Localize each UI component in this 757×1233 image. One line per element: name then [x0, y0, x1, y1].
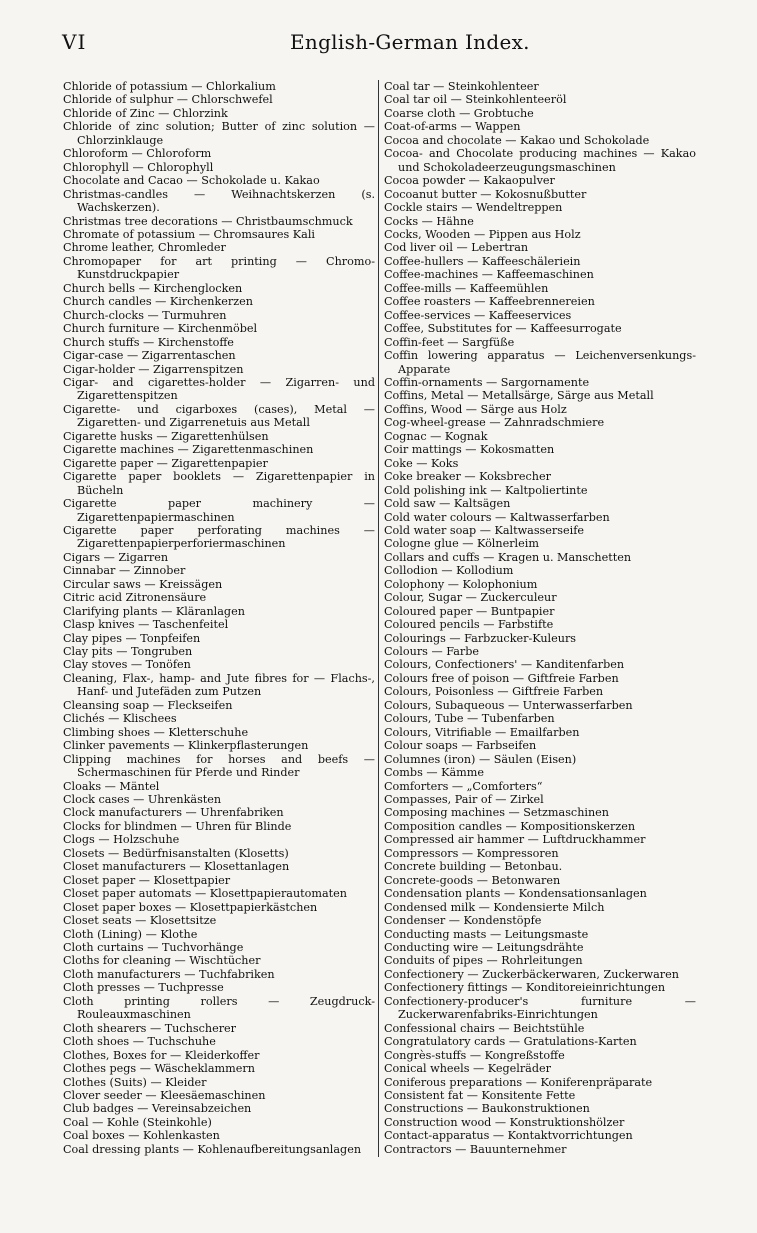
- index-entry: Colours — Farbe: [384, 645, 480, 659]
- index-entry: Coffee-machines — Kaffeemaschinen: [384, 268, 594, 282]
- index-entry: Chocolate and Cacao — Schokolade u. Kakao: [63, 174, 320, 188]
- index-entry: Citric acid Zitronensäure: [63, 591, 207, 605]
- index-entry: Chloride of potassium — Chlorkalium: [63, 80, 276, 93]
- index-entry: Cog-wheel-grease — Zahnradschmiere: [384, 416, 605, 430]
- index-entry: Confessional chairs — Beichtstühle: [384, 1021, 585, 1035]
- index-entry: Cognac — Kognak: [384, 429, 488, 443]
- index-entry: Clothes pegs — Wäscheklammern: [63, 1062, 255, 1076]
- index-entry: Chloroform — Chloroform: [63, 147, 212, 161]
- index-entry: Cocoa and chocolate — Kakao und Schokolade: [384, 133, 650, 147]
- index-entry: Conducting wire — Leitungsdrähte: [384, 941, 584, 954]
- index-entry: Constructions — Baukonstruktionen: [384, 1102, 590, 1116]
- index-entry: Confectionery fittings — Konditoreieinrichtungen: [384, 981, 666, 995]
- index-entry: Coat-of-arms — Wappen: [384, 120, 521, 134]
- index-entry: Church furniture — Kirchenmöbel: [63, 322, 258, 336]
- index-entry: Cold water colours — Kaltwasserfarben: [384, 510, 610, 524]
- index-entry: Clothes, Boxes for — Kleiderkoffer: [63, 1048, 260, 1062]
- index-entry: Clinker pavements — Klinkerpflasterungen: [63, 739, 309, 753]
- index-entry: Chloride of Zinc — Chlorzink: [63, 106, 228, 120]
- index-entry: Coloured paper — Buntpapier: [384, 604, 555, 618]
- index-entry: Concrete building — Betonbau.: [384, 860, 563, 874]
- index-entry: Closets — Bedürfnisanstalten (Klosetts): [63, 846, 289, 860]
- index-entry: Cologne glue — Kölnerleim: [384, 537, 539, 551]
- index-entry: Cloth presses — Tuchpresse: [63, 981, 224, 995]
- index-entry: Cigar-case — Zigarrentaschen: [63, 349, 236, 363]
- index-entry: Clay pits — Tongruben: [63, 645, 193, 659]
- index-entry: Contractors — Bauunternehmer: [384, 1142, 567, 1156]
- index-entry: Christmas-candles — Weihnachtskerzen (s. Wachskerzen).: [63, 187, 375, 215]
- index-entry: Congrès-stuffs — Kongreßstoffe: [384, 1048, 565, 1062]
- index-entry: Concrete-goods — Betonwaren: [384, 873, 561, 887]
- index-entry: Colours, Subaqueous — Unterwasserfarben: [384, 698, 633, 712]
- index-entry: Cigarette paper — Zigarettenpapier: [63, 456, 268, 470]
- index-entry: Church stuffs — Kirchenstoffe: [63, 335, 234, 349]
- index-entry: Coffins, Metal — Metallsärge, Särge aus Metall: [384, 389, 654, 403]
- index-entry: Closet seats — Klosettsitze: [63, 914, 217, 928]
- index-entry: Colour soaps — Farbseifen: [384, 739, 537, 753]
- index-entry: Cigarette husks — Zigarettenhülsen: [63, 429, 269, 443]
- index-entry: Chloride of zinc solution; Butter of zinc solution — Chlorzinklauge: [63, 120, 375, 147]
- index-entry: Coffee-services — Kaffeeservices: [384, 308, 572, 322]
- column-divider: [378, 80, 379, 1157]
- index-entry: Colours, Poisonless — Giftfreie Farben: [384, 685, 604, 699]
- index-entry: Clock manufacturers — Uhrenfabriken: [63, 806, 284, 820]
- index-entry: Coloured pencils — Farbstifte: [384, 618, 554, 632]
- index-entry: Coffee, Substitutes for — Kaffeesurrogate: [384, 322, 622, 336]
- index-entry: Collars and cuffs — Kragen u. Manschetten: [384, 550, 632, 564]
- index-entry: Coke — Koks: [384, 456, 459, 470]
- index-entry: Coal tar — Steinkohlenteer: [384, 80, 539, 93]
- index-entry: Cleansing soap — Fleckseifen: [63, 698, 233, 712]
- index-entry: Coffin-feet — Sargfüße: [384, 335, 515, 349]
- index-entry: Cocoa powder — Kakaopulver: [384, 174, 555, 188]
- index-entry: Clover seeder — Kleesäemaschinen: [63, 1088, 266, 1102]
- index-entry: Cinnabar — Zinnober: [63, 564, 186, 578]
- index-entry: Closet paper — Klosettpapier: [63, 873, 231, 887]
- index-entry: Clarifying plants — Kläranlagen: [63, 604, 245, 618]
- index-entry: Circular saws — Kreissägen: [63, 577, 223, 591]
- index-entry: Cleaning, Flax-, hamp- and Jute fibres for — Flachs-, Hanf- und Jutefäden zum Putzen: [63, 671, 375, 699]
- index-entry: Clogs — Holzschuhe: [63, 833, 180, 847]
- index-entry: Compressors — Kompressoren: [384, 846, 559, 860]
- index-entry: Condensed milk — Kondensierte Milch: [384, 900, 605, 914]
- index-entry: Cigarette- und cigarboxes (cases), Metal — Zigaretten- und Zigarrenetuis aus Metall: [63, 402, 375, 430]
- index-entry: Coal dressing plants — Kohlenaufbereitungsanlagen: [63, 1142, 362, 1156]
- index-entry: Cloth shoes — Tuchschuhe: [63, 1035, 216, 1049]
- left-column: [63, 80, 375, 1156]
- index-entry: Coffins, Wood — Särge aus Holz: [384, 402, 567, 416]
- index-entry: Comforters — „Comforters“: [384, 779, 543, 793]
- index-entry: Cigars — Zigarren: [63, 550, 169, 564]
- index-entry: Conduits of pipes — Rohrleitungen: [384, 954, 583, 968]
- index-entry: Cigarette paper booklets — Zigarettenpapier in Bücheln: [63, 470, 375, 497]
- index-entry: Cold polishing ink — Kaltpoliertinte: [384, 483, 588, 497]
- index-entry: Coniferous preparations — Koniferenpräparate: [384, 1075, 653, 1089]
- index-entry: Conical wheels — Kegelräder: [384, 1062, 551, 1076]
- index-entry: Chromopaper for art printing — Chromo-Kunstdruckpapier: [63, 254, 375, 282]
- index-entry: Colourings — Farbzucker-Kuleurs: [384, 631, 577, 645]
- index-entry: Cigarette paper machinery — Zigarettenpapiermaschinen: [63, 497, 375, 524]
- index-entry: Club badges — Vereinsabzeichen: [63, 1102, 252, 1116]
- index-entry: Coal boxes — Kohlenkasten: [63, 1129, 220, 1143]
- index-entry: Cloth curtains — Tuchvorhänge: [63, 941, 244, 954]
- index-entry: Confectionery — Zuckerbäckerwaren, Zuckerwaren: [384, 967, 679, 981]
- index-entry: Congratulatory cards — Gratulations-Karten: [384, 1035, 637, 1049]
- index-entry: Condenser — Kondenstöpfe: [384, 914, 542, 928]
- index-entry: Coffee roasters — Kaffeebrennereien: [384, 295, 595, 309]
- index-entry: Chromate of potassium — Chromsaures Kali: [63, 227, 315, 241]
- index-entry: Collodion — Kollodium: [384, 564, 514, 578]
- index-entry: Cigar- and cigarettes-holder — Zigarren- und Zigarettenspitzen: [63, 375, 375, 403]
- index-entry: Compasses, Pair of — Zirkel: [384, 793, 544, 807]
- index-entry: Clipping machines for horses and beefs — Schermaschinen für Pferde und Rinder: [63, 752, 375, 780]
- index-entry: Clichés — Klischees: [63, 712, 177, 726]
- index-entry: Closet paper boxes — Klosettpapierkästchen: [63, 900, 318, 914]
- index-entry: Condensation plants — Kondensationsanlagen: [384, 887, 647, 901]
- index-entry: Closet manufacturers — Klosettanlagen: [63, 860, 290, 874]
- index-entry: Cold water soap — Kaltwasserseife: [384, 523, 584, 537]
- right-column: [384, 80, 696, 1156]
- page-header: [0, 28, 757, 58]
- index-entry: Cocoanut butter — Kokosnußbutter: [384, 187, 587, 201]
- index-entry: Colours, Confectioners' — Kanditenfarben: [384, 658, 625, 672]
- index-entry: Conducting masts — Leitungsmaste: [384, 927, 589, 941]
- index-entry: Colours, Vitrifiable — Emailfarben: [384, 725, 580, 739]
- index-entry: Coal — Kohle (Steinkohle): [63, 1115, 212, 1129]
- index-entry: Composition candles — Kompositionskerzen: [384, 819, 636, 833]
- index-entry: Closet paper automats — Klosettpapierautomaten: [63, 887, 347, 901]
- index-entry: Confectionery-producer's furniture — Zuckerwarenfabriks-Einrichtungen: [384, 994, 696, 1022]
- index-entry: Colours, Tube — Tubenfarben: [384, 712, 555, 726]
- index-entry: Construction wood — Konstruktionshölzer: [384, 1115, 625, 1129]
- index-entry: Clay pipes — Tonpfeifen: [63, 631, 201, 645]
- index-entry: Composing machines — Setzmaschinen: [384, 806, 610, 820]
- index-entry: Compressed air hammer — Luftdruckhammer: [384, 833, 646, 847]
- index-entry: Cigar-holder — Zigarrenspitzen: [63, 362, 244, 376]
- index-entry: Clay stoves — Tonöfen: [63, 658, 191, 672]
- index-entry: Combs — Kämme: [384, 766, 484, 780]
- index-entry: Cloth manufacturers — Tuchfabriken: [63, 967, 275, 981]
- index-entry: Cocoa- and Chocolate producing machines — Kakao und Schokoladeerzeugungsmaschinen: [384, 147, 696, 174]
- index-entry: Cloth shearers — Tuchscherer: [63, 1021, 237, 1035]
- index-entry: Cold saw — Kaltsägen: [384, 497, 511, 511]
- index-entry: Coarse cloth — Grobtuche: [384, 106, 534, 120]
- index-entry: Cloaks — Mäntel: [63, 779, 160, 793]
- index-entry: Clasp knives — Taschenfeitel: [63, 618, 229, 632]
- index-entry: Chrome leather, Chromleder: [63, 241, 226, 255]
- index-entry: Cod liver oil — Lebertran: [384, 241, 529, 255]
- index-entry: Clock cases — Uhrenkästen: [63, 793, 222, 807]
- index-entry: Coffin-ornaments — Sargornamente: [384, 375, 590, 389]
- index-entry: Christmas tree decorations — Christbaumschmuck: [63, 214, 353, 228]
- index-entry: Coffin lowering apparatus — Leichenversenkungs-Apparate: [384, 349, 696, 376]
- page-title: English-German Index.: [290, 30, 530, 54]
- index-entry: Coke breaker — Koksbrecher: [384, 470, 551, 484]
- index-entry: Chloride of sulphur — Chlorschwefel: [63, 93, 273, 107]
- index-entry: Coffee-mills — Kaffeemühlen: [384, 281, 549, 295]
- index-entry: Coffee-hullers — Kaffeeschäleriein: [384, 254, 581, 268]
- index-entry: Clocks for blindmen — Uhren für Blinde: [63, 819, 292, 833]
- index-entry: Colour, Sugar — Zuckerculeur: [384, 591, 557, 605]
- index-entry: Church bells — Kirchenglocken: [63, 281, 243, 295]
- index-entry: Cigarette paper perforating machines — Zigarettenpapierperforiermaschinen: [63, 523, 375, 551]
- index-entry: Cloth (Lining) — Klothe: [63, 927, 198, 941]
- index-entry: Colours free of poison — Giftfreie Farben: [384, 671, 619, 685]
- index-entry: Cloth printing rollers — Zeugdruck-Rouleauxmaschinen: [63, 994, 375, 1022]
- index-entry: Cocks — Hähne: [384, 214, 474, 228]
- index-entry: Colophony — Kolophonium: [384, 577, 538, 591]
- index-entry: Cocks, Wooden — Pippen aus Holz: [384, 227, 581, 241]
- index-entry: Contact-apparatus — Kontaktvorrichtungen: [384, 1129, 633, 1143]
- index-entry: Clothes (Suits) — Kleider: [63, 1075, 207, 1089]
- index-entry: Coir mattings — Kokosmatten: [384, 443, 555, 457]
- index-entry: Climbing shoes — Kletterschuhe: [63, 725, 249, 739]
- index-entry: Church-clocks — Turmuhren: [63, 308, 227, 322]
- index-entry: Cloths for cleaning — Wischtücher: [63, 954, 261, 968]
- index-entry: Cockle stairs — Wendeltreppen: [384, 201, 563, 215]
- index-entry: Church candles — Kirchenkerzen: [63, 295, 253, 309]
- index-entry: Consistent fat — Konsitente Fette: [384, 1088, 576, 1102]
- page-number: VI: [62, 30, 87, 54]
- index-entry: Columnes (iron) — Säulen (Eisen): [384, 752, 577, 766]
- index-entry: Cigarette machines — Zigarettenmaschinen: [63, 443, 314, 457]
- index-entry: Coal tar oil — Steinkohlenteeröl: [384, 93, 567, 107]
- index-entry: Chlorophyll — Chlorophyll: [63, 160, 214, 174]
